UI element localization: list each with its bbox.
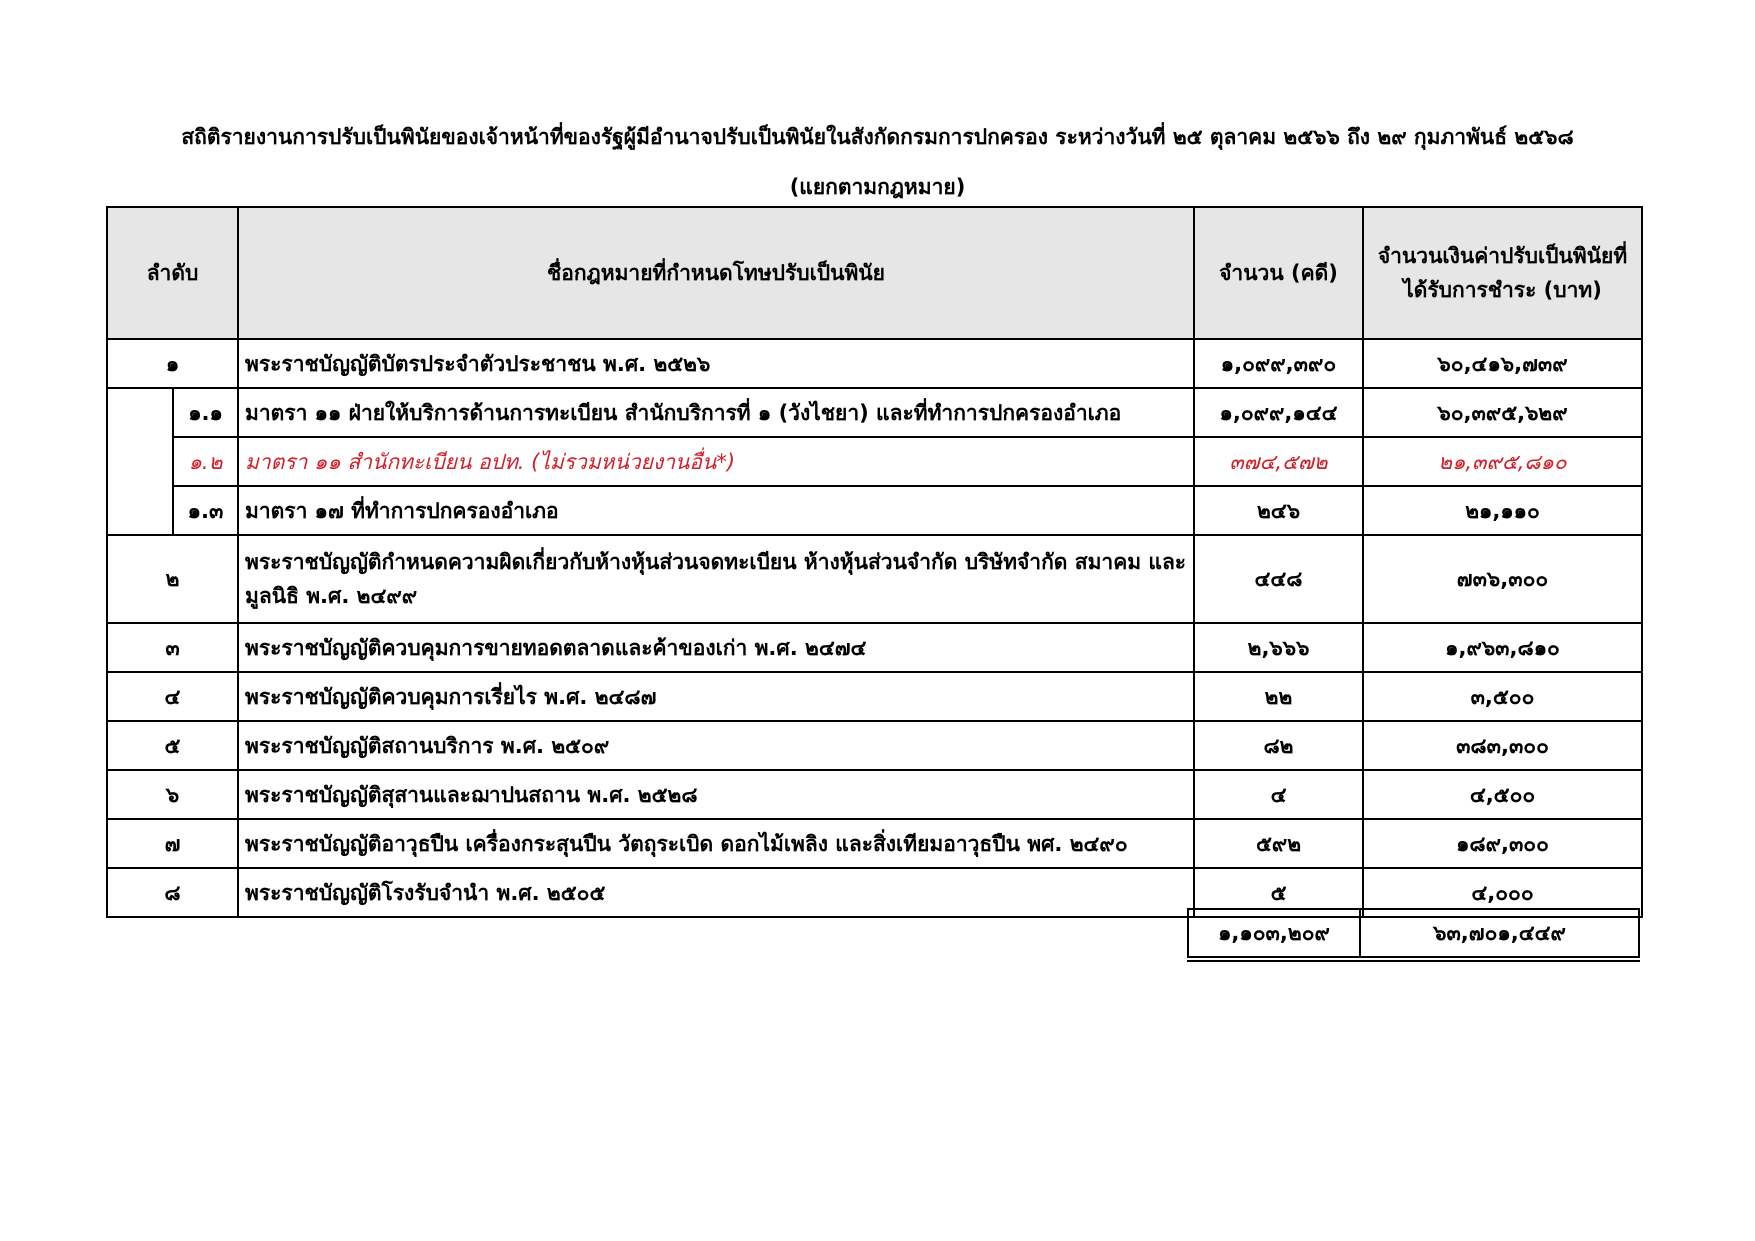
row-number: ๑.๑ bbox=[173, 388, 238, 437]
law-name: มาตรา ๑๑ สำนักทะเบียน อปท. (ไม่รวมหน่วยงานอื่น*) bbox=[238, 437, 1194, 486]
case-count: ๕ bbox=[1194, 868, 1363, 917]
law-name: พระราชบัญญัติบัตรประจำตัวประชาชน พ.ศ. ๒๕๒๖ bbox=[238, 339, 1194, 388]
row-number: ๑ bbox=[107, 339, 238, 388]
table-row bbox=[107, 770, 1642, 819]
table-row bbox=[107, 535, 1642, 623]
table-row bbox=[107, 819, 1642, 868]
fine-amount: ๑๘๙,๓๐๐ bbox=[1363, 819, 1642, 868]
law-name: พระราชบัญญัติควบคุมการเรี่ยไร พ.ศ. ๒๔๘๗ bbox=[238, 672, 1194, 721]
fine-amount: ๑,๙๖๓,๘๑๐ bbox=[1363, 623, 1642, 672]
fine-amount: ๖๐,๔๑๖,๗๓๙ bbox=[1363, 339, 1642, 388]
law-name: พระราชบัญญัติควบคุมการขายทอดตลาดและค้าของเก่า พ.ศ. ๒๔๗๔ bbox=[238, 623, 1194, 672]
law-name: มาตรา ๑๗ ที่ทำการปกครองอำเภอ bbox=[238, 486, 1194, 535]
row-number: ๑.๒ bbox=[173, 437, 238, 486]
case-count: ๘๒ bbox=[1194, 721, 1363, 770]
case-count: ๔ bbox=[1194, 770, 1363, 819]
fine-amount: ๓๘๓,๓๐๐ bbox=[1363, 721, 1642, 770]
row-number: ๓ bbox=[107, 623, 238, 672]
table-row bbox=[107, 486, 1642, 535]
table-row bbox=[107, 721, 1642, 770]
fine-amount: ๗๓๖,๓๐๐ bbox=[1363, 535, 1642, 623]
table-row bbox=[107, 623, 1642, 672]
totals-row bbox=[1188, 909, 1639, 959]
table-header-row bbox=[107, 207, 1642, 339]
row-number: ๔ bbox=[107, 672, 238, 721]
fine-amount: ๒๑,๓๙๕,๘๑๐ bbox=[1363, 437, 1642, 486]
column-header-cases: จำนวน (คดี) bbox=[1194, 207, 1363, 339]
indent-spacer bbox=[107, 388, 173, 535]
law-name: พระราชบัญญัติสถานบริการ พ.ศ. ๒๕๐๙ bbox=[238, 721, 1194, 770]
case-count: ๑,๐๙๙,๑๔๔ bbox=[1194, 388, 1363, 437]
fine-amount: ๓,๕๐๐ bbox=[1363, 672, 1642, 721]
fine-amount: ๒๑,๑๑๐ bbox=[1363, 486, 1642, 535]
case-count: ๕๙๒ bbox=[1194, 819, 1363, 868]
fine-amount: ๖๐,๓๙๕,๖๒๙ bbox=[1363, 388, 1642, 437]
case-count: ๒,๖๖๖ bbox=[1194, 623, 1363, 672]
row-number: ๖ bbox=[107, 770, 238, 819]
law-name: มาตรา ๑๑ ฝ่ายให้บริการด้านการทะเบียน สำนักบริการที่ ๑ (วังไชยา) และที่ทำการปกครองอำเภอ bbox=[238, 388, 1194, 437]
column-header-amount: จำนวนเงินค่าปรับเป็นพินัยที่ได้รับการชำระ (บาท) bbox=[1363, 207, 1642, 339]
row-number: ๗ bbox=[107, 819, 238, 868]
case-count: ๒๔๖ bbox=[1194, 486, 1363, 535]
fine-amount: ๔,๕๐๐ bbox=[1363, 770, 1642, 819]
fine-statistics-table bbox=[106, 206, 1643, 918]
totals-table bbox=[1187, 908, 1640, 962]
fine-amount: ๔,๐๐๐ bbox=[1363, 868, 1642, 917]
case-count: ๒๒ bbox=[1194, 672, 1363, 721]
report-subtitle: (แยกตามกฎหมาย) bbox=[789, 175, 966, 199]
law-name: พระราชบัญญัติสุสานและฌาปนสถาน พ.ศ. ๒๕๒๘ bbox=[238, 770, 1194, 819]
table-row bbox=[107, 672, 1642, 721]
column-header-order: ลำดับ bbox=[107, 207, 238, 339]
table-row bbox=[107, 388, 1642, 437]
row-number: ๒ bbox=[107, 535, 238, 623]
case-count: ๑,๐๙๙,๓๙๐ bbox=[1194, 339, 1363, 388]
table-row bbox=[107, 339, 1642, 388]
row-number: ๕ bbox=[107, 721, 238, 770]
table-row bbox=[107, 437, 1642, 486]
law-name: พระราชบัญญัติอาวุธปืน เครื่องกระสุนปืน วัตถุระเบิด ดอกไม้เพลิง และสิ่งเทียมอาวุธปืน พศ. ๒๔๙๐ bbox=[238, 819, 1194, 868]
report-title: สถิติรายงานการปรับเป็นพินัยของเจ้าหน้าที่ของรัฐผู้มีอำนาจปรับเป็นพินัยในสังกัดกรมการปกครอง ระหว่างวันที่ ๒๕ ตุลาคม ๒๕๖๖ ถึง ๒๙ กุมภาพันธ์ ๒๕๖๘ bbox=[181, 125, 1574, 149]
total-cases: ๑,๑๐๓,๒๐๙ bbox=[1188, 909, 1360, 959]
total-amount: ๖๓,๗๐๑,๔๔๙ bbox=[1360, 909, 1639, 959]
law-name: พระราชบัญญัติโรงรับจำนำ พ.ศ. ๒๕๐๕ bbox=[238, 868, 1194, 917]
column-header-law: ชื่อกฎหมายที่กำหนดโทษปรับเป็นพินัย bbox=[238, 207, 1194, 339]
law-name: พระราชบัญญัติกำหนดความผิดเกี่ยวกับห้างหุ้นส่วนจดทะเบียน ห้างหุ้นส่วนจำกัด บริษัทจำกัด สมาคม และมูลนิธิ พ.ศ. ๒๔๙๙ bbox=[238, 535, 1194, 623]
case-count: ๓๗๔,๕๗๒ bbox=[1194, 437, 1363, 486]
row-number: ๑.๓ bbox=[173, 486, 238, 535]
case-count: ๔๔๘ bbox=[1194, 535, 1363, 623]
row-number: ๘ bbox=[107, 868, 238, 917]
